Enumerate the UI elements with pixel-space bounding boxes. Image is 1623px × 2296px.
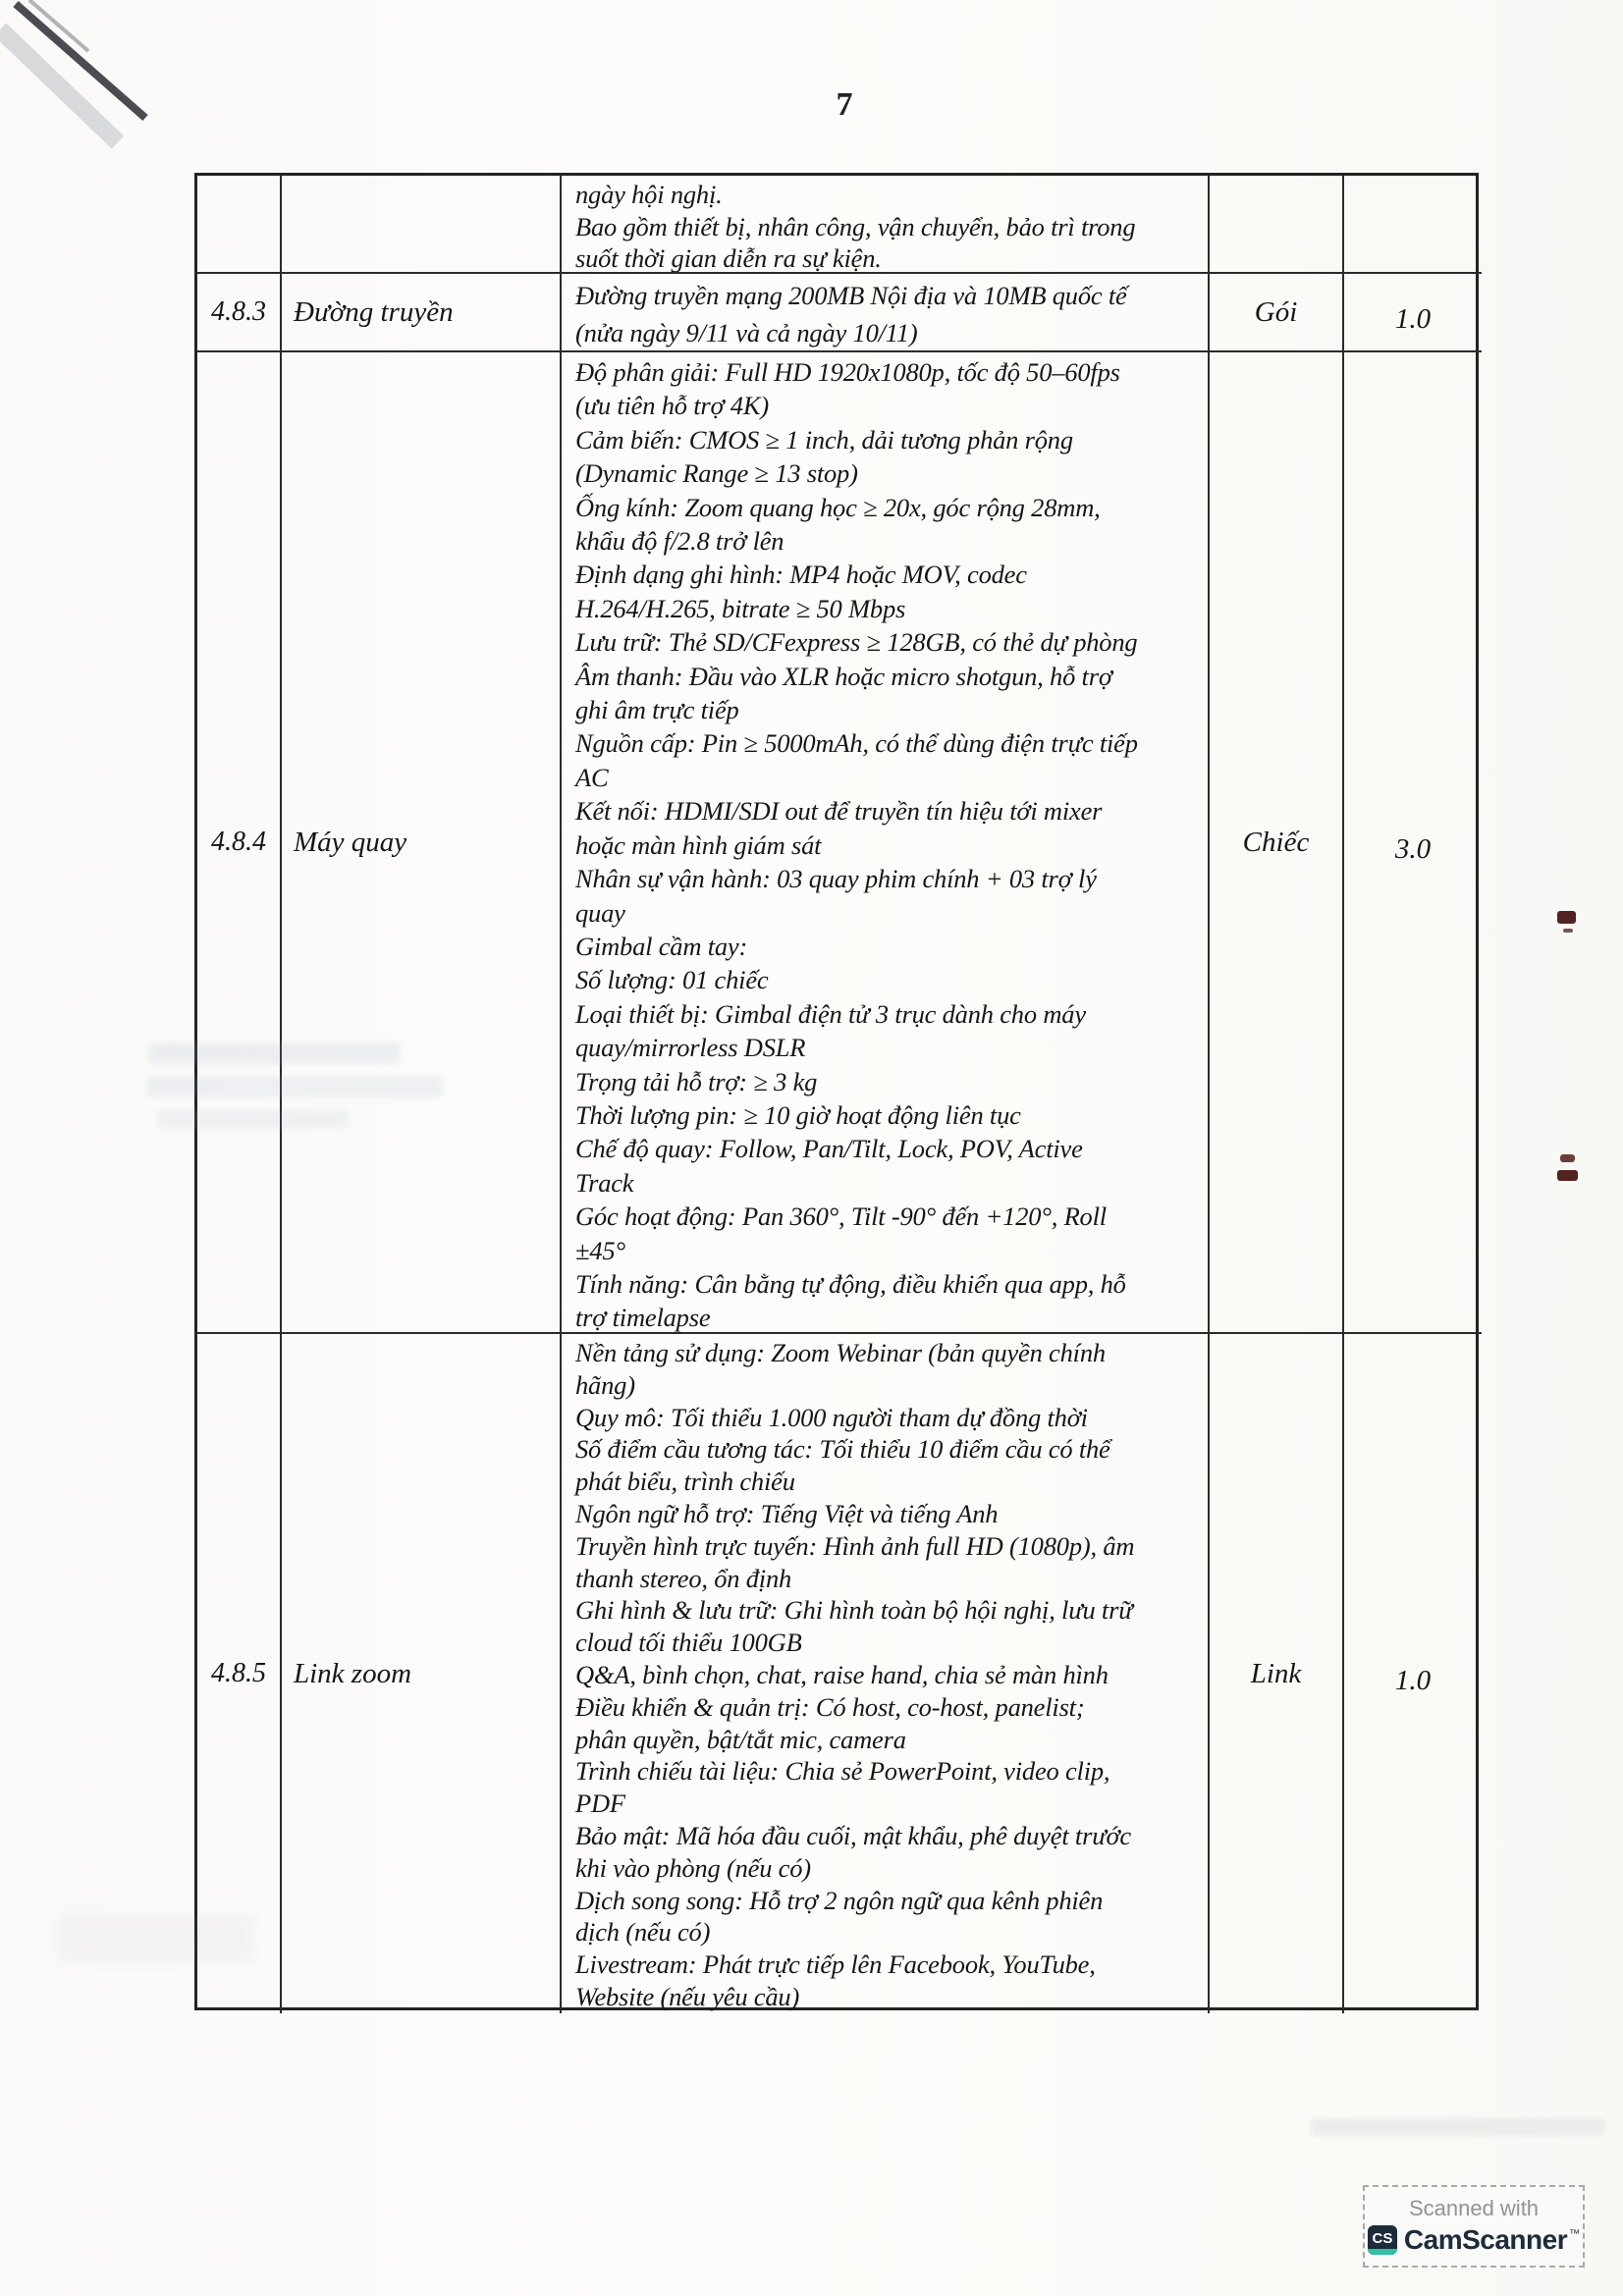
camscanner-brand-label: CamScanner xyxy=(1403,2224,1568,2255)
spec-line: ghi âm trực tiếp xyxy=(575,695,739,725)
red-ink-mark xyxy=(1563,929,1573,933)
spec-line: cloud tối thiểu 100GB xyxy=(575,1628,802,1658)
ghost-text-smudge xyxy=(157,1109,349,1129)
spec-line: Tính năng: Cân bằng tự động, điều khiển qua app, hỗ xyxy=(575,1268,1126,1299)
cell-no xyxy=(197,176,282,274)
spec-line: Livestream: Phát trực tiếp lên Facebook, YouTube, xyxy=(575,1949,1096,1980)
cell-name xyxy=(282,176,562,274)
trademark-symbol: ™ xyxy=(1569,2228,1581,2240)
spec-line: Bảo mật: Mã hóa đầu cuối, mật khẩu, phê duyệt trước xyxy=(575,1820,1131,1850)
corner-fold-artifact xyxy=(0,0,216,177)
spec-line: Nhân sự vận hành: 03 quay phim chính + 03 trợ lý xyxy=(575,864,1097,894)
spec-line: phân quyền, bật/tắt mic, camera xyxy=(575,1724,906,1754)
spec-line: Truyền hình trực tuyến: Hình ảnh full HD (1080p), âm xyxy=(575,1530,1135,1561)
camscanner-badge xyxy=(1363,2185,1585,2268)
spec-line: trợ timelapse xyxy=(575,1303,711,1333)
spec-line: Gimbal cầm tay: xyxy=(575,931,748,961)
ghost-text-smudge xyxy=(147,1076,442,1097)
spec-line: Điều khiển & quản trị: Có host, co-host, panelist; xyxy=(575,1691,1085,1722)
spec-line: Q&A, bình chọn, chat, raise hand, chia sẻ màn hình xyxy=(575,1659,1109,1689)
cell-unit: Gói xyxy=(1210,274,1344,352)
cell-name: Đường truyền xyxy=(282,274,562,352)
spec-line: Nền tảng sử dụng: Zoom Webinar (bản quyền chính xyxy=(575,1338,1106,1367)
spec-line: Loại thiết bị: Gimbal điện tử 3 trục dành cho máy xyxy=(575,998,1086,1029)
spec-line: Định dạng ghi hình: MP4 hoặc MOV, codec xyxy=(575,560,1027,590)
scanned-with-label: Scanned with xyxy=(1408,2196,1540,2220)
spec-line: Lưu trữ: Thẻ SD/CFexpress ≥ 128GB, có thẻ dự phòng xyxy=(575,627,1138,658)
cell-desc xyxy=(562,1334,1210,2013)
spec-line: Trình chiếu tài liệu: Chia sẻ PowerPoint, video clip, xyxy=(575,1756,1110,1787)
spec-line: Đường truyền mạng 200MB Nội địa và 10MB quốc tế xyxy=(575,281,1127,310)
spec-line: dịch (nếu có) xyxy=(575,1917,711,1948)
red-ink-mark xyxy=(1557,1170,1578,1181)
spec-line: khi vào phòng (nếu có) xyxy=(575,1852,811,1883)
cell-qty: 1.0 xyxy=(1344,274,1482,352)
ghost-text-smudge xyxy=(149,1042,400,1064)
cell-desc xyxy=(562,274,1210,352)
cell-name: Máy quay xyxy=(282,352,562,1334)
spec-line: H.264/H.265, bitrate ≥ 50 Mbps xyxy=(575,593,906,623)
spec-line: ngày hội nghị. xyxy=(575,180,723,209)
spec-line: PDF xyxy=(575,1789,625,1819)
ghost-text-smudge xyxy=(59,1914,255,1963)
spec-line: (Dynamic Range ≥ 13 stop) xyxy=(575,458,858,489)
cell-unit: Chiếc xyxy=(1210,352,1344,1334)
spec-line: Nguồn cấp: Pin ≥ 5000mAh, có thể dùng điện trực tiếp xyxy=(575,728,1138,759)
spec-line: Website (nếu yêu cầu) xyxy=(575,1981,800,2011)
cell-no: 4.8.5 xyxy=(197,1334,282,2013)
spec-line: Góc hoạt động: Pan 360°, Tilt -90° đến +120°, Roll xyxy=(575,1201,1107,1232)
cell-no: 4.8.3 xyxy=(197,274,282,352)
spec-line: ±45° xyxy=(575,1235,625,1265)
spec-line: Số lượng: 01 chiếc xyxy=(575,965,769,995)
spec-line: phát biểu, trình chiếu xyxy=(575,1467,795,1497)
page-number: 7 xyxy=(836,86,853,123)
spec-line: (nửa ngày 9/11 và cả ngày 10/11) xyxy=(575,318,918,347)
cell-qty: 3.0 xyxy=(1344,352,1482,1334)
spec-line: suốt thời gian diễn ra sự kiện. xyxy=(575,243,882,273)
cell-qty xyxy=(1344,176,1482,274)
spec-line: Số điểm cầu tương tác: Tối thiểu 10 điểm cầu có thể xyxy=(575,1434,1110,1465)
red-ink-mark xyxy=(1560,1154,1575,1162)
cell-desc xyxy=(562,176,1210,274)
spec-line: Ghi hình & lưu trữ: Ghi hình toàn bộ hội nghị, lưu trữ xyxy=(575,1595,1133,1626)
spec-line: AC xyxy=(575,762,609,792)
spec-line: Dịch song song: Hỗ trợ 2 ngôn ngữ qua kênh phiên xyxy=(575,1885,1104,1915)
spec-line: Ngôn ngữ hỗ trợ: Tiếng Việt và tiếng Anh xyxy=(575,1498,999,1528)
cell-desc xyxy=(562,352,1210,1334)
cell-qty: 1.0 xyxy=(1394,1664,1432,1696)
cell-unit: Link xyxy=(1210,1334,1344,2013)
cell-no: 4.8.4 xyxy=(197,352,282,1334)
spec-line: quay/mirrorless DSLR xyxy=(575,1033,806,1063)
spec-line: Độ phân giải: Full HD 1920x1080p, tốc độ 50–60fps xyxy=(575,357,1120,387)
spec-line: Quy mô: Tối thiểu 1.000 người tham dự đồng thời xyxy=(575,1402,1088,1432)
cell-unit xyxy=(1210,176,1344,274)
spec-line: quay xyxy=(575,897,625,928)
spec-line: hãng) xyxy=(575,1369,635,1400)
spec-line: Thời lượng pin: ≥ 10 giờ hoạt động liên tục xyxy=(575,1099,1021,1130)
spec-line: khẩu độ f/2.8 trở lên xyxy=(575,526,784,557)
red-ink-mark xyxy=(1557,911,1576,924)
spec-line: (ưu tiên hỗ trợ 4K) xyxy=(575,391,770,421)
camscanner-cs-icon: CS xyxy=(1368,2225,1397,2255)
spec-line: Cảm biến: CMOS ≥ 1 inch, dải tương phản rộng xyxy=(575,424,1073,454)
spec-line: thanh stereo, ổn định xyxy=(575,1563,792,1593)
spec-line: Track xyxy=(575,1167,634,1198)
spec-line: Ống kính: Zoom quang học ≥ 20x, góc rộng 28mm, xyxy=(575,492,1101,522)
spec-line: hoặc màn hình giám sát xyxy=(575,829,822,860)
spec-line: Bao gồm thiết bị, nhân công, vận chuyển, bảo trì trong xyxy=(575,211,1136,241)
ghost-text-smudge xyxy=(1311,2118,1605,2136)
spec-line: Trọng tải hỗ trợ: ≥ 3 kg xyxy=(575,1066,818,1096)
spec-line: Kết nối: HDMI/SDI out để truyền tín hiệu tới mixer xyxy=(575,796,1103,827)
cell-name: Link zoom xyxy=(282,1334,562,2013)
spec-line: Âm thanh: Đầu vào XLR hoặc micro shotgun, hỗ trợ xyxy=(575,661,1112,691)
spec-line: Chế độ quay: Follow, Pan/Tilt, Lock, POV, Active xyxy=(575,1134,1083,1164)
